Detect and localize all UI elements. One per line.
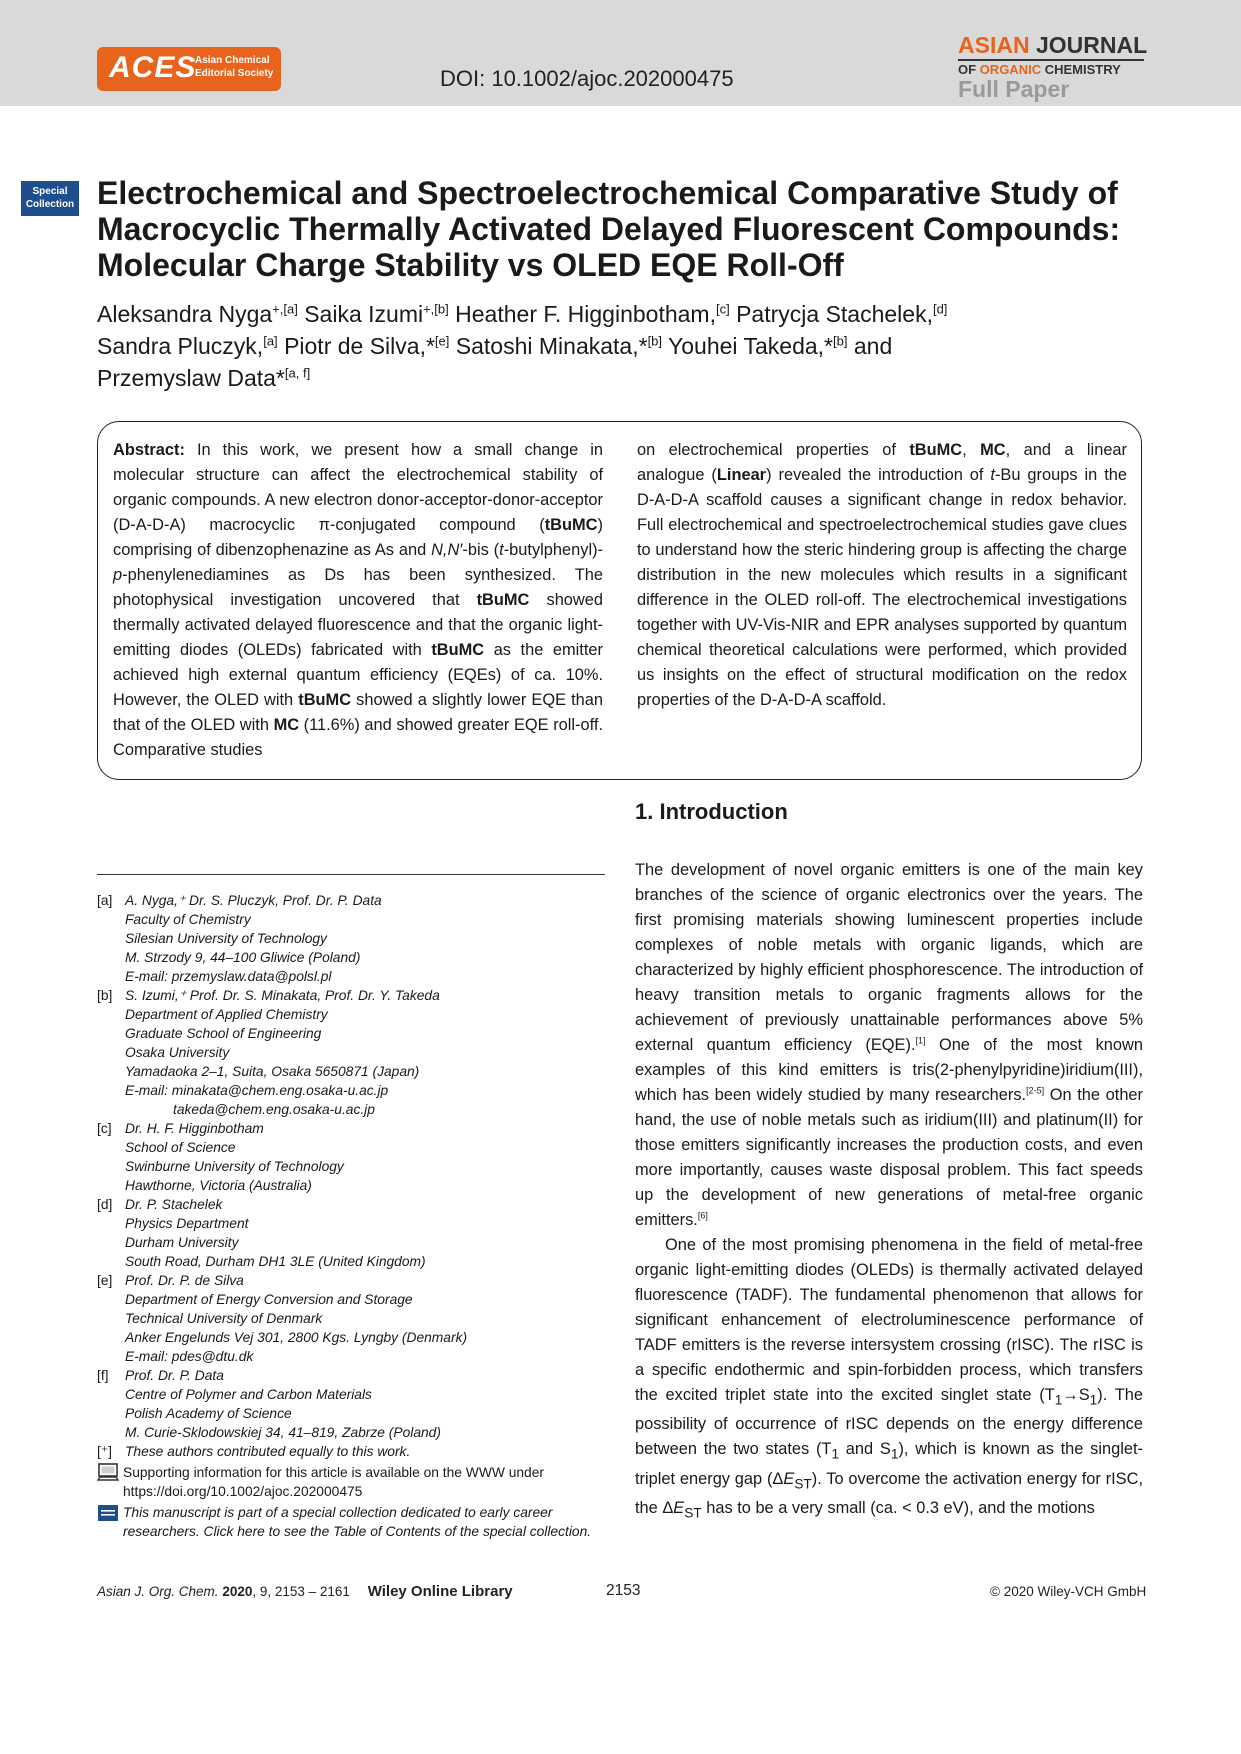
introduction-body [635, 858, 1143, 1525]
citation[interactable]: [6] [697, 1210, 708, 1221]
author-name: Patrycja Stachelek, [736, 301, 933, 327]
footer-citation [97, 1583, 513, 1601]
affiliation-b: [b] S. Izumi,⁺ Prof. Dr. S. Minakata, Prof. Dr. Y. Takeda Department of Applied Chemistry Graduate School of Engineering Osaka University Yamadaoka 2–1, Suita, Osaka 5650871 (Japan) E-mail: minakata@chem.eng.osaka-u.ac.jp takeda@chem.eng.osaka-u.ac.jp [97, 988, 440, 1117]
affiliation-f: [f] Prof. Dr. P. Data Centre of Polymer and Carbon Materials Polish Academy of Science M. Curie-Sklodowskiej 34, 41–819, Zabrze (Poland) [97, 1368, 441, 1440]
email-link[interactable]: E-mail: przemyslaw.data@polsl.pl [125, 969, 332, 984]
journal-title [958, 32, 1148, 58]
article-type: Full Paper [958, 76, 1070, 102]
aces-logo-word: ACES [109, 51, 197, 84]
title-line1: Electrochemical and Spectroelectrochemical Comparative Study of [97, 175, 1118, 211]
introduction-heading: 1. Introduction [635, 799, 788, 824]
special-collection-link[interactable]: researchers. Click here to see the Table of Contents of the special collection. [123, 1524, 592, 1539]
supporting-info-link[interactable]: https://doi.org/10.1002/ajoc.202000475 [123, 1484, 363, 1499]
author-name: Aleksandra Nyga [97, 301, 273, 327]
badge-line1: Special [32, 186, 68, 197]
wiley-online-library-link[interactable]: Wiley Online Library [367, 1583, 513, 1600]
journal-title-rule [958, 59, 1144, 61]
journal-word-of: OF [958, 62, 977, 77]
affiliation-a: [a] A. Nyga,⁺ Dr. S. Pluczyk, Prof. Dr. P. Data Faculty of Chemistry Silesian University of Technology M. Strzody 9, 44–100 Gliwice (Poland) E-mail: przemyslaw.data@polsl.pl [97, 893, 382, 984]
journal-word-organic: ORGANIC [979, 62, 1042, 77]
journal-word-journal: JOURNAL [1035, 32, 1148, 58]
author-sup: [a] [263, 333, 278, 349]
author-sup: [c] [715, 301, 730, 317]
copyright: © 2020 Wiley-VCH GmbH [990, 1584, 1147, 1599]
author-list: Aleksandra Nyga$^{+,[a]}$ Saika Izumi$^{+,[b]}$ Heather F. Higginbotham,[c] Patrycja Stachelek,[d] Sandra Pluczyk,[a] Piotr de Silva,*[e] Satoshi Minakata,*[b] Youhei Takeda,*[b] and Przemyslaw Data*[a, f] [97, 301, 948, 391]
author-sup: [b] [833, 333, 848, 349]
affiliation-equal-contribution: [⁺] These authors contributed equally to this work. [97, 1444, 411, 1459]
supporting-info-note: Supporting information for this article is available on the WWW under https://doi.org/10.1002/ajoc.202000475 [97, 1463, 609, 1501]
abstract-left-column: Abstract: In this work, we present how a small change in molecular structure can affect the electrochemical stability of organic compounds. A new electron donor-acceptor-donor-acceptor (D-A-D-A) macrocyclic π-conjugated compound (tBuMC) comprising of dibenzophenazine as As and N,N′-bis (t-butylphenyl)-p-phenylenediamines as Ds has been synthesized. The photophysical investigation uncovered that tBuMC showed thermally activated delayed fluorescence and that the organic light-emitting diodes (OLEDs) fabricated with tBuMC as the emitter achieved high external quantum efficiency (EQEs) of ca. 10%. However, the OLED with tBuMC showed a slightly lower EQE than that of the OLED with MC (11.6%) and showed greater EQE roll-off. Comparative studies [113, 441, 603, 759]
intro-paragraph-2: One of the most promising phenomena in the field of metal-free organic light-emitting diodes (OLEDs) is thermally activated delayed fluorescence (TADF). The fundamental phenomenon that allows for significant enhancement of electroluminescence performance of TADF emitters is the reverse intersystem crossing (rISC). The rISC is a specific endothermic and spin-forbidden process, which transfers the excited triplet state into the excited singlet state $(T_1\to S_1)$. The possibility of occurrence of rISC depends on the energy difference between the two states ($T_1$ and $S_1$), which is known as the singlet-triplet energy gap $(\Delta E_{ST})$. To overcome the activation energy for rISC, the $\Delta E_{ST}$ has to be a very small (ca. < 0.3 eV), and the motions [635, 1236, 1143, 1521]
badge-line2: Collection [25, 199, 75, 210]
page-number: 2153 [606, 1582, 641, 1599]
email-link[interactable]: E-mail: minakata@chem.eng.osaka-u.ac.jp [125, 1083, 389, 1098]
aces-logo-sub2: Editorial Society [195, 68, 274, 79]
footer-vol-pages: , 9, 2153 – 2161 [252, 1584, 350, 1599]
computer-icon [97, 1463, 123, 1488]
author-sup: [e] [434, 333, 450, 349]
author-sup: [a, f] [284, 365, 311, 381]
author-name: Saika Izumi [304, 301, 424, 327]
affiliation-e: [e] Prof. Dr. P. de Silva Department of Energy Conversion and Storage Technical University of Denmark Anker Engelunds Vej 301, 2800 Kgs. Lyngby (Denmark) E-mail: pdes@dtu.dk [97, 1273, 468, 1364]
title-line2: Macrocyclic Thermally Activated Delayed Fluorescent Compounds: [97, 211, 1121, 247]
affiliation-c: [c] Dr. H. F. Higginbotham School of Science Swinburne University of Technology Hawthorne, Victoria (Australia) [97, 1121, 344, 1193]
author-sup: +,[a] [272, 301, 298, 317]
special-collection-badge[interactable] [21, 181, 79, 216]
footnote-rule [97, 874, 605, 875]
author-name: Satoshi Minakata,* [455, 333, 648, 359]
author-name: Heather F. Higginbotham, [455, 301, 716, 327]
compound-mc: MC [980, 441, 1006, 459]
affiliations [97, 891, 609, 1541]
email-link[interactable]: E-mail: pdes@dtu.dk [125, 1349, 254, 1364]
compound-linear: Linear [716, 466, 767, 484]
citation[interactable]: [1] [915, 1035, 926, 1046]
compound-mc: MC [273, 716, 300, 734]
journal-word-chemistry: CHEMISTRY [1044, 62, 1121, 77]
paper-title [97, 175, 1137, 283]
special-collection-note: This manuscript is part of a special collection dedicated to early career researchers. Click here to see the Table of Contents of the special collection. [97, 1503, 609, 1541]
footer-year: 2020 [222, 1584, 253, 1599]
title-line3: Molecular Charge Stability vs OLED EQE Roll-Off [97, 247, 844, 283]
compound-tbumc: tBuMC [909, 441, 963, 459]
author-sup: +,[b] [423, 301, 449, 317]
author-name: Youhei Takeda,* [668, 333, 834, 359]
special-collection-icon[interactable] [97, 1503, 123, 1528]
abstract-label: Abstract: [113, 441, 185, 459]
compound-tbumc: tBuMC [431, 641, 485, 659]
citation[interactable]: [2-5] [1026, 1085, 1045, 1096]
doi[interactable]: DOI: 10.1002/ajoc.202000475 [440, 66, 734, 91]
abstract-right-column: on electrochemical properties of tBuMC, MC, and a linear analogue (Linear) revealed the introduction of t-Bu groups in the D-A-D-A scaffold causes a significant change in redox behavior. Full electrochemical and spectroelectrochemical studies gave clues to understand how the steric hindering group is affecting the charge distribution in the new molecules which results in a significant difference in the OLED roll-off. The electrochemical investigations together with UV-Vis-NIR and EPR analyses supported by quantum chemical theoretical calculations were performed, which provided us insights on the effect of structural modification on the redox properties of the D-A-D-A scaffold. [637, 441, 1128, 709]
aces-logo-sub1: Asian Chemical [195, 55, 270, 66]
journal-word-asian: ASIAN [958, 32, 1030, 58]
author-sup: [b] [647, 333, 663, 349]
affiliation-d: [d] Dr. P. Stachelek Physics Department Durham University South Road, Durham DH1 3LE (United Kingdom) [97, 1197, 426, 1269]
author-name: Piotr de Silva,* [284, 333, 435, 359]
footer-journal: Asian J. Org. Chem. [97, 1584, 219, 1599]
aces-logo [97, 47, 281, 91]
compound-tbumc: tBuMC [544, 516, 598, 534]
author-name: Sandra Pluczyk, [97, 333, 264, 359]
author-sup: [d] [932, 301, 948, 317]
author-name: Przemyslaw Data* [97, 365, 285, 391]
email-link[interactable]: takeda@chem.eng.osaka-u.ac.jp [173, 1102, 375, 1117]
intro-paragraph-1: The development of novel organic emitters is one of the main key branches of the science of organic electronics over the years. The first promising materials showing luminescent properties include complexes of noble metals with organic ligands, which are characterized by highly efficient phosphorescence. The introduction of heavy transition metals to organic fragments allows for the achievement of previously unattainable performances above 5% external quantum efficiency (EQE).[1] One of the most known examples of this kind emitters is tris(2-phenylpyridine)iridium(III), which has been widely studied by many researchers.[2-5] On the other hand, the use of noble metals such as iridium(III) and platinum(II) for those emitters significantly increases the production costs, and even more importantly, causes waste disposal problem. This fact speeds up the development of new generations of metal-free organic emitters.[6] [635, 861, 1144, 1229]
compound-tbumc: tBuMC [298, 691, 352, 709]
compound-tbumc: tBuMC [476, 591, 530, 609]
